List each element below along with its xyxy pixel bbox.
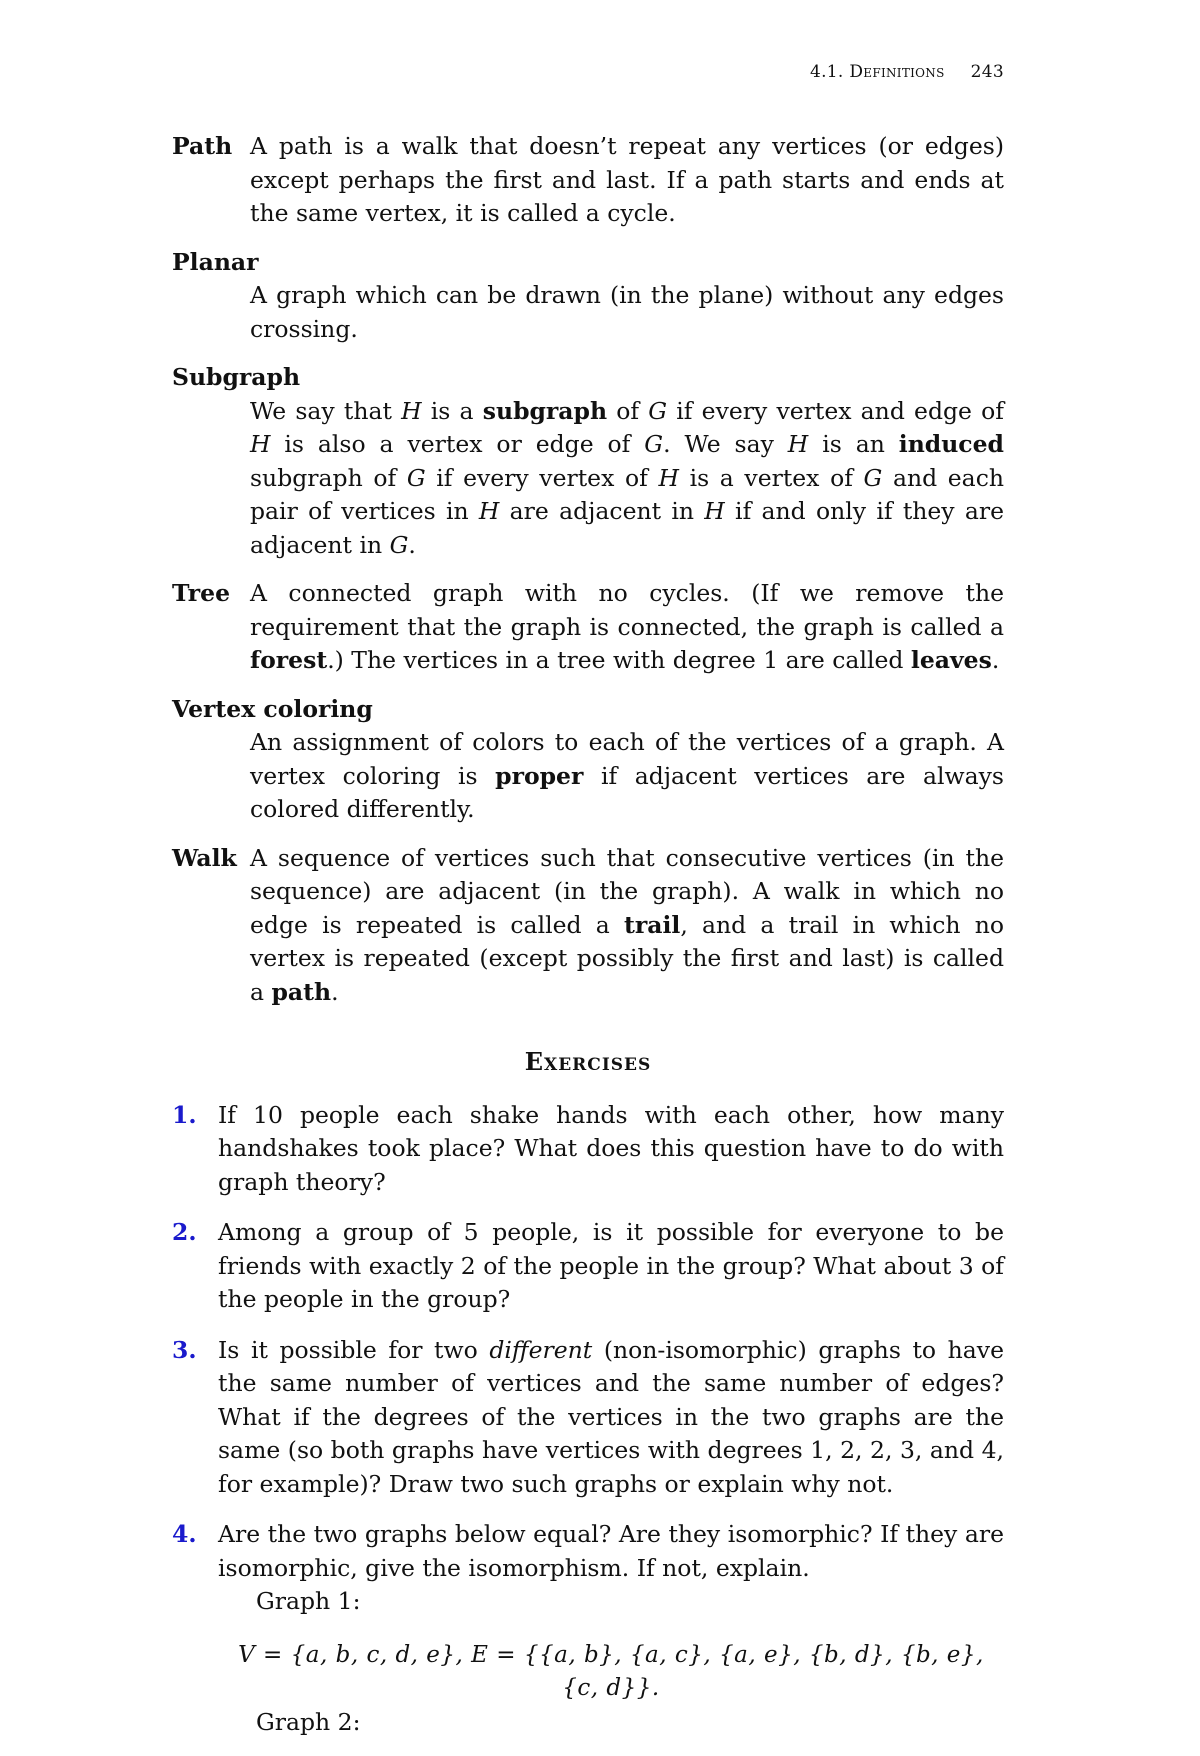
text-run: We say that (250, 396, 402, 425)
math-var: H (658, 463, 679, 492)
exercise-body (218, 1518, 1004, 1739)
bold-term: forest (250, 646, 328, 674)
definition-term: Walk (172, 843, 237, 872)
text-run: Is it possible for two (218, 1335, 490, 1364)
definition-text: A path is a walk that doesn’t repeat any vertices (or edges) except perhaps the first and last. If a path starts and ends at the same vertex, it is called a cycle. (250, 132, 1004, 227)
math-var: H (478, 497, 500, 525)
text-run: if every vertex of (425, 463, 659, 492)
definition-text (250, 842, 1004, 1010)
graph-1-definition: V = {a, b, c, d, e}, E = {{a, b}, {a, c}, {a, e}, {b, d}, {b, e}, {c, d}}. (238, 1641, 984, 1701)
text-run: . (331, 977, 339, 1006)
text-run: and each pair of vertices in (250, 463, 1004, 525)
text-run: if adjacent vertices are always colored differently. (250, 761, 1004, 823)
bold-term: path (271, 977, 332, 1006)
definition-term: Path (172, 132, 233, 160)
text-run: A sequence of vertices such that consecutive vertices (in the sequence) are adjacent (in the graph). A walk in which no edge is repeated is called a (250, 843, 1004, 939)
math-var: H (704, 497, 725, 525)
math-var: H (250, 430, 271, 458)
definition-text: A graph which can be drawn (in the plane) without any edges crossing. (250, 281, 1004, 343)
bold-term: leaves (910, 646, 992, 674)
math-var: G (863, 463, 883, 492)
definition-text (250, 577, 1004, 678)
exercise-text: Are the two graphs below equal? Are they isomorphic? If they are isomorphic, give the isomorphism. If not, explain. (218, 1520, 1004, 1582)
exercise-text: If 10 people each shake hands with each other, how many handshakes took place? What does this question have to do with graph theory? (218, 1100, 1004, 1196)
exercise-text: Among a group of 5 people, is it possible for everyone to be friends with exactly 2 of the people in the group? What about 3 of the people in the group? (218, 1218, 1004, 1313)
math-var: H (401, 396, 422, 425)
text-run: (non-isomorphic) graphs to have the same number of vertices and the same number of edges? What if the degrees of the vertices in the two graphs are the same (so both graphs have vertices with degrees 1, 2, 2, 3, and 4, for example)? Draw two such graphs or explain why not. (218, 1335, 1004, 1498)
text-run: .) The vertices in a tree with degree 1 are called (327, 646, 911, 674)
running-head-section: 4.1. Definitions (809, 62, 945, 82)
definition-text (250, 726, 1004, 827)
definition-text (250, 395, 1004, 563)
exercise-item (172, 1099, 1004, 1200)
text-run: . We say (663, 430, 788, 458)
definition-walk (172, 842, 1004, 1010)
math-var: G (648, 396, 668, 425)
definition-subgraph (172, 361, 1004, 562)
page-content (172, 130, 1004, 1756)
text-run: subgraph of (250, 463, 407, 492)
math-var: G (389, 530, 409, 559)
exercise-text (218, 1334, 1004, 1502)
definition-term: Subgraph (172, 363, 301, 391)
text-run: is also a vertex or edge of (270, 430, 645, 458)
bold-term: trail (624, 910, 681, 939)
exercise-item (172, 1216, 1004, 1317)
definition-term: Tree (172, 579, 231, 607)
text-run: . (991, 646, 1000, 674)
bold-term: subgraph (482, 396, 608, 425)
math-var: H (787, 430, 809, 458)
text-run: of (607, 396, 649, 425)
graph-2-label: Graph 2: (256, 1707, 361, 1736)
exercise-item (172, 1334, 1004, 1502)
math-var: G (406, 463, 426, 492)
definition-term: Planar (172, 247, 259, 276)
exercise-number-link[interactable]: 1. (172, 1100, 197, 1129)
exercise-number-link[interactable]: 3. (172, 1335, 197, 1364)
bold-term: proper (495, 761, 584, 790)
definition-path (172, 130, 1004, 231)
text-run: An assignment of colors to each of the vertices of a graph. A vertex coloring is (250, 728, 1004, 790)
exercise-number-link[interactable]: 4. (172, 1520, 197, 1548)
definition-term: Vertex coloring (172, 694, 373, 723)
text-run: A connected graph with no cycles. (If we remove the requirement that the graph is connected, the graph is called a (250, 579, 1004, 641)
text-run: is a vertex of (678, 463, 864, 492)
emphasis: different (489, 1335, 593, 1364)
text-run: is an (808, 430, 899, 458)
running-head (810, 62, 1004, 82)
page-number: 243 (970, 62, 1004, 82)
text-run: . (408, 530, 416, 559)
exercise-number-link[interactable]: 2. (172, 1218, 197, 1246)
text-run: if every vertex and edge of (667, 396, 1004, 425)
text-run: if and only if they are adjacent in (250, 497, 1005, 559)
bold-term: induced (898, 430, 1004, 458)
text-run: is a (421, 396, 483, 425)
graph-1-label: Graph 1: (256, 1587, 361, 1615)
exercises-heading: Exercises (524, 1047, 652, 1076)
exercise-item (172, 1518, 1004, 1739)
text-run: , and a trail in which no vertex is repeated (except possibly the first and last) is called a (250, 910, 1004, 1006)
definition-planar (172, 246, 1004, 347)
definition-vertex-coloring (172, 693, 1004, 827)
math-var: G (644, 430, 664, 458)
definition-tree (172, 577, 1004, 678)
text-run: are adjacent in (499, 497, 705, 525)
